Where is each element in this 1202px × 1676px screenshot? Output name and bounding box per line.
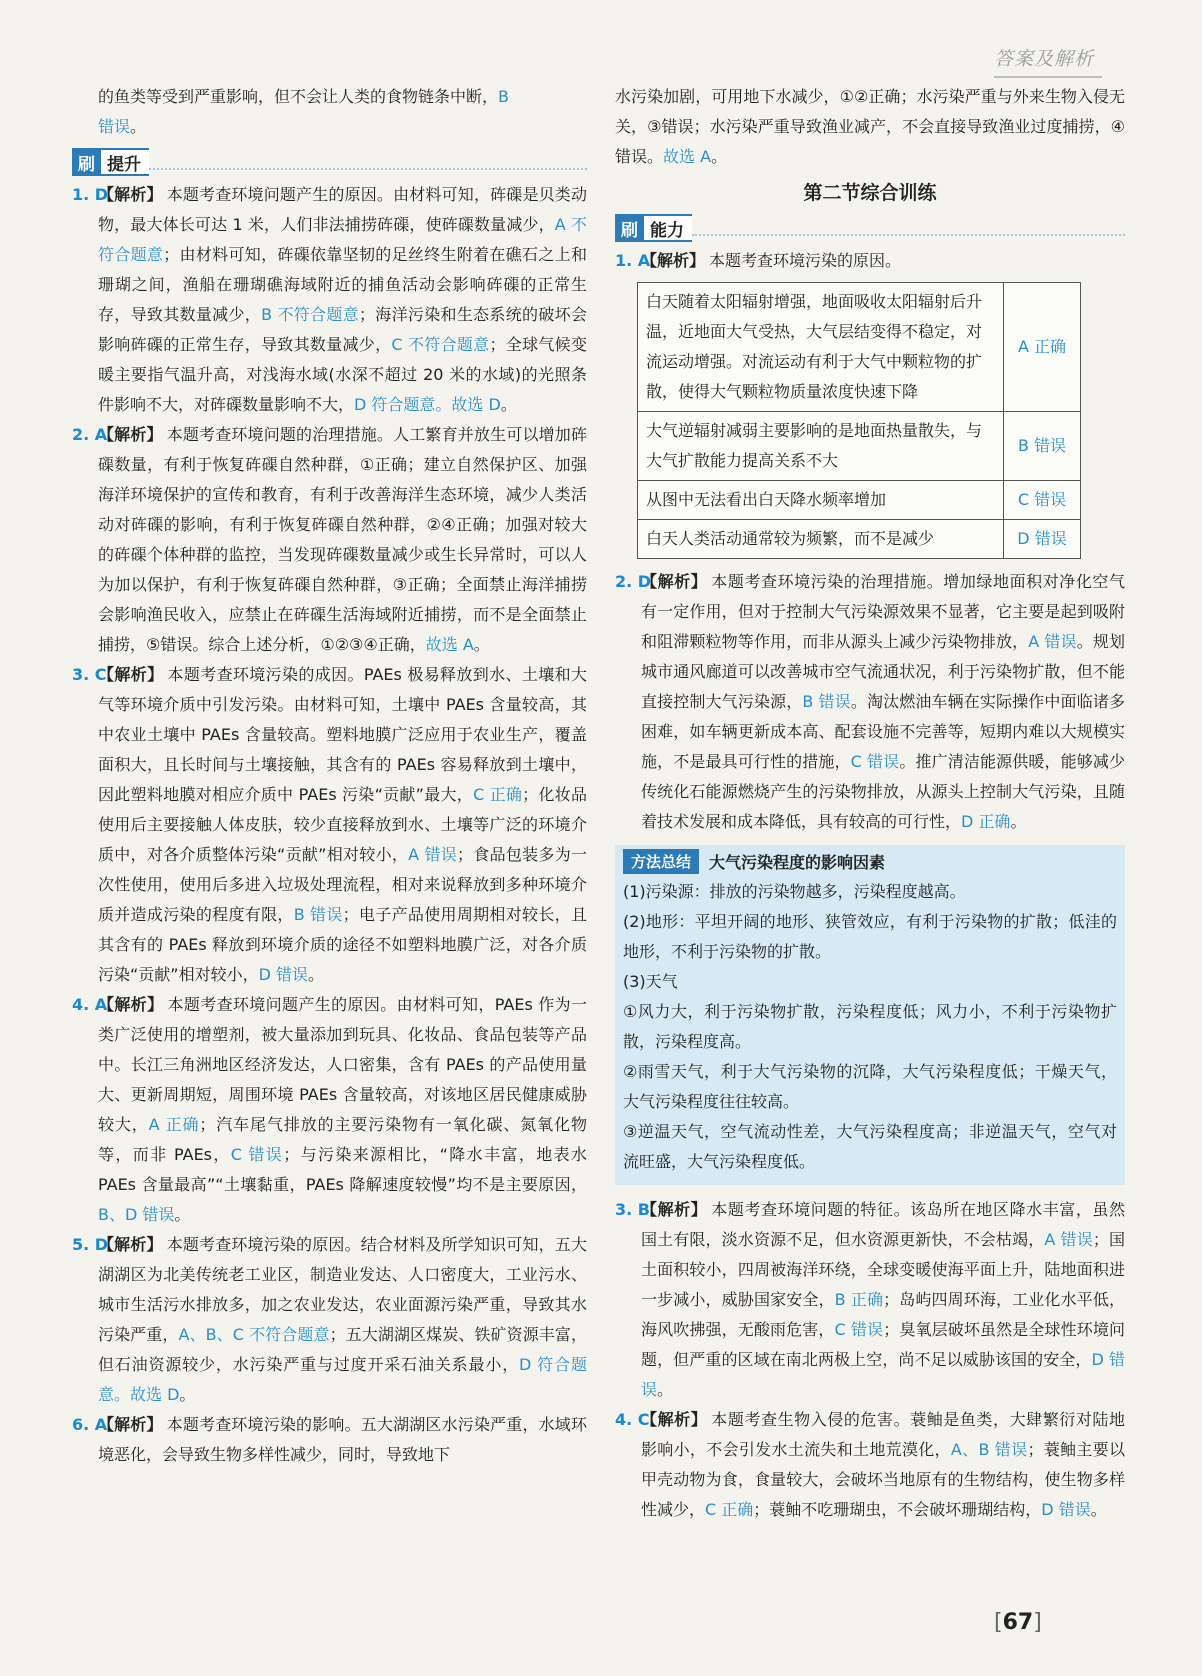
analysis-row <box>638 412 1081 481</box>
answer-highlight: B、D 错误 <box>98 1205 175 1224</box>
analysis-row <box>638 481 1081 520</box>
method-line: (1)污染源：排放的污染物越多，污染程度越高。 <box>623 882 966 901</box>
page-number <box>994 1610 1042 1635</box>
answer-highlight: 故选 A <box>425 635 474 654</box>
method-line: (2)地形：平坦开阔的地形、狭管效应，有利于污染物的扩散；低洼的地形，不利于污染物的扩散。 <box>623 912 1117 961</box>
text-run: 。 <box>308 965 325 984</box>
text-run: ；国土面积较小，四周被海洋环绕，全球变暖使海平面上升，陆地面积进一步减小，威胁国家安全， <box>641 1230 1125 1309</box>
question-text <box>98 1235 587 1404</box>
text-run: 本题考查环境污染的成因。PAEs 极易释放到水、土壤和大气等环境介质中引发污染。由材料可知，土壤中 PAEs 含量较高，其中农业土壤中 PAEs 含量较高。塑料地膜广泛应用于农业生产，覆盖面积大，且长时间与土壤接触，其含有的 PAEs 容易释放到土壤中，因此塑料地膜对相应介质中 PAEs 污染“贡献”最大， <box>98 665 587 804</box>
question-number: 3. B <box>615 1200 650 1219</box>
analysis-tag: 【解析】 <box>641 251 706 270</box>
text-run: 本题考查生物入侵的危害。蓑鲉是鱼类，大肆繁衍对陆地影响小，不会引发水土流失和土地荒漠化， <box>641 1410 1125 1459</box>
question-text <box>98 995 587 1224</box>
text-run: 。 <box>711 147 728 166</box>
answer-highlight: D 符合题意。故选 D <box>98 1355 587 1404</box>
section-badge-icon: 刷 <box>72 148 101 176</box>
right-column <box>615 82 1125 1525</box>
question-text <box>641 1410 1125 1519</box>
answer-highlight: B 错误 <box>293 905 343 924</box>
method-line: ②雨雪天气，利于大气污染物的沉降，大气污染程度低；干燥天气，大气污染程度往往较高。 <box>623 1062 1117 1111</box>
left-intro <box>72 82 587 142</box>
answer-highlight: A 错误 <box>1044 1230 1093 1249</box>
answer-highlight: A 错误 <box>1028 632 1077 651</box>
text-run: 的鱼类等受到严重影响，但不会让人类的食物链条中断， <box>98 87 499 106</box>
text-run: ；岛屿四周环海，工业化水平低，海风吹拂强，无酸雨危害， <box>641 1290 1125 1339</box>
text-run: 。规划城市通风廊道可以改善城市空气流通状况，利于污染物扩散，但不能直接控制大气污染源， <box>641 632 1125 711</box>
question-text <box>98 425 587 654</box>
question-number: 5. D <box>72 1235 109 1254</box>
text-run: ；由材料可知，砗磲依靠坚韧的足丝终生附着在礁石之上和珊瑚之间，渔船在珊瑚礁海域附近的捕鱼活动会影响砗磲的正常生存，导致其数量减少， <box>98 245 587 324</box>
answer-highlight: D 符合题意。故选 D <box>354 395 501 414</box>
answer-highlight: 故选 A <box>663 147 712 166</box>
answer-highlight: D 错误 <box>1041 1500 1091 1519</box>
answer-highlight: A、B、C 不符合题意 <box>178 1325 330 1344</box>
question-item <box>615 246 1125 276</box>
answer-highlight: C 不符合题意 <box>391 335 490 354</box>
text-run: ；蓑鲉不吃珊瑚虫，不会破坏珊瑚结构， <box>753 1500 1042 1519</box>
question-item <box>615 567 1125 837</box>
answer-highlight: D 错误 <box>258 965 309 984</box>
analysis-tag: 【解析】 <box>98 1415 163 1434</box>
question-text <box>98 1415 587 1464</box>
text-run: 。 <box>179 1385 196 1404</box>
text-run: ；电子产品使用周期相对较长，且其含有的 PAEs 释放到环境介质的途径不如塑料地膜广泛，对各介质污染“贡献”相对较小， <box>98 905 587 984</box>
analysis-verdict: D 错误 <box>1004 520 1081 559</box>
analysis-tag: 【解析】 <box>98 995 164 1014</box>
answer-highlight: 错误 <box>98 117 131 136</box>
text-run: ；食品包装多为一次性使用，使用后多进入垃圾处理流程，相对来说释放到多种环境介质并造成污染的程度有限， <box>98 845 587 924</box>
analysis-tag: 【解析】 <box>98 1235 163 1254</box>
text-run: ；蓑鲉主要以甲壳动物为食，食量较大，会破坏当地原有的生物结构，使生物多样性减少， <box>641 1440 1125 1519</box>
text-run: 。 <box>1090 1500 1107 1519</box>
analysis-tag: 【解析】 <box>641 572 708 591</box>
answer-highlight: B 错误 <box>802 692 851 711</box>
text-run: 本题考查环境问题产生的原因。由材料可知，砗磲是贝类动物，最大体长可达 1 米，人们非法捕捞砗磲，使砗磲数量减少， <box>98 185 587 234</box>
analysis-tag: 【解析】 <box>641 1410 708 1429</box>
text-run: 本题考查环境污染的原因。结合材料及所学知识可知，五大湖湖区为北美传统老工业区，制造业发达、人口密度大，工业污水、城市生活污水排放多，加之农业发达，农业面源污染严重，导致其水污染严重， <box>98 1235 587 1344</box>
analysis-reason: 白天人类活动通常较为频繁，而不是减少 <box>638 520 1004 559</box>
question-number: 2. D <box>615 572 652 591</box>
right-continuation <box>615 82 1125 172</box>
question-item <box>72 1410 587 1470</box>
answer-highlight: A、B 错误 <box>950 1440 1028 1459</box>
section-badge-nengli <box>615 214 1125 242</box>
text-run: ；与污染来源相比，“降水丰富，地表水 PAEs 含量最高”“土壤黏重，PAEs 降解速度较慢”均不是主要原因， <box>98 1145 587 1194</box>
left-question-list <box>72 180 587 1470</box>
method-summary-header <box>623 845 1117 877</box>
answer-highlight: B 正确 <box>834 1290 884 1309</box>
question-number: 1. D <box>72 185 109 204</box>
section-badge-label: 能力 <box>644 214 692 242</box>
answer-highlight: A 正确 <box>148 1115 200 1134</box>
answer-highlight: C 错误 <box>230 1145 284 1164</box>
answer-highlight: D 正确 <box>961 812 1011 831</box>
text-run: ；汽车尾气排放的主要污染物有一氧化碳、氮氧化物等，而非 PAEs， <box>98 1115 587 1164</box>
text-run: 本题考查环境污染的治理措施。增加绿地面积对净化空气有一定作用，但对于控制大气污染源效果不显著，它主要是起到吸附和阻滞颗粒物等作用，而非从源头上减少污染物排放， <box>641 572 1125 651</box>
answer-highlight: A 不符合题意 <box>98 215 587 264</box>
section-badge-label: 提升 <box>101 148 149 176</box>
text-run: 水污染加剧，可用地下水减少，①②正确；水污染严重与外来生物入侵无关，③错误；水污染严重导致渔业减产，不会直接导致渔业过度捕捞，④错误。 <box>615 87 1125 166</box>
question-item <box>615 1405 1125 1525</box>
analysis-row <box>638 283 1081 412</box>
text-run: ；臭氧层破坏虽然是全球性环境问题，但严重的区域在南北两极上空，尚不足以威胁该国的安全， <box>641 1320 1125 1369</box>
answer-highlight: A 错误 <box>408 845 458 864</box>
method-summary-tag: 方法总结 <box>623 849 699 874</box>
question-number: 2. A <box>72 425 108 444</box>
question-number: 4. C <box>615 1410 650 1429</box>
text-run: ；海洋污染和生态系统的破坏会影响砗磲的正常生存，导致其数量减少， <box>98 305 587 354</box>
question-item <box>72 180 587 420</box>
text-run: 。 <box>473 635 490 654</box>
question-text <box>641 572 1125 831</box>
question-number: 6. A <box>72 1415 108 1434</box>
text-run: 。 <box>500 395 517 414</box>
text-run: 本题考查环境问题的治理措施。人工繁育并放生可以增加砗磲数量，有利于恢复砗磲自然种群，①正确；建立自然保护区、加强海洋环境保护的宣传和教育，有利于改善海洋生态环境，减少人类活动对砗磲的影响，有利于恢复砗磲自然种群，②④正确；加强对较大的砗磲个体种群的监控，当发现砗磲数量减少或生长异常时，可以人为加以保护，有利于恢复砗磲自然种群，③正确；全面禁止海洋捕捞会影响渔民收入，应禁止在砗磲生活海域附近捕捞，而不是全面禁止捕捞，⑤错误。综合上述分析，①②③④正确， <box>98 425 587 654</box>
answer-highlight: C 正确 <box>473 785 523 804</box>
method-line: ①风力大，利于污染物扩散，污染程度低；风力小，不利于污染物扩散，污染程度高。 <box>623 1002 1117 1051</box>
text-run: 。 <box>130 117 147 136</box>
analysis-verdict: B 错误 <box>1004 412 1081 481</box>
text-run: ；全球气候变暖主要指气温升高，对浅海水域(水深不超过 20 米的水域)的光照条件影响不大，对砗磲数量影响不大， <box>98 335 587 414</box>
question-item <box>72 1230 587 1410</box>
answer-highlight: C 错误 <box>834 1320 884 1339</box>
answer-highlight: C 正确 <box>705 1500 754 1519</box>
section-badge-tisheng <box>72 148 587 176</box>
section-rule <box>692 214 1125 236</box>
analysis-verdict: C 错误 <box>1004 481 1081 520</box>
question-text <box>98 185 587 414</box>
answer-highlight: B <box>498 87 509 106</box>
analysis-tag: 【解析】 <box>641 1200 708 1219</box>
analysis-reason: 从图中无法看出白天降水频率增加 <box>638 481 1004 520</box>
text-run: 。 <box>657 1380 674 1399</box>
method-line: (3)天气 <box>623 972 678 991</box>
text-run: 本题考查环境污染的影响。五大湖湖区水污染严重，水域环境恶化，会导致生物多样性减少，同时，导致地下 <box>98 1415 587 1464</box>
header-rule <box>994 76 1102 78</box>
text-run: ；化妆品使用后主要接触人体皮肤，较少直接释放到水、土壤等广泛的环境介质中，对各介质整体污染“贡献”相对较小， <box>98 785 587 864</box>
analysis-tag: 【解析】 <box>98 185 163 204</box>
method-summary-lines <box>623 877 1117 1177</box>
text-run: 。推广清洁能源供暖，能够减少传统化石能源燃烧产生的污染物排放，从源头上控制大气污染，且随着技术发展和成本降低，具有较高的可行性， <box>641 752 1125 831</box>
page-number-bracket-right: ] <box>1033 1610 1042 1635</box>
question-text <box>641 1200 1125 1399</box>
question-number: 1. A <box>615 251 651 270</box>
question-item <box>72 660 587 990</box>
text-run: 。淘汰燃油车辆在实际操作中面临诸多困难，如车辆更新成本高、配套设施不完善等，短期内难以大规模实施，不是最具可行性的措施， <box>641 692 1125 771</box>
left-column <box>72 82 587 1470</box>
analysis-reason: 白天随着太阳辐射增强，地面吸收太阳辐射后升温，近地面大气受热，大气层结变得不稳定，对流运动增强。对流运动有利于大气中颗粒物的扩散，使得大气颗粒物质量浓度快速下降 <box>638 283 1004 412</box>
method-summary-title: 大气污染程度的影响因素 <box>709 852 886 872</box>
question-item <box>72 990 587 1230</box>
page-number-bracket-left: [ <box>994 1610 1003 1635</box>
text-run: ；五大湖湖区煤炭、铁矿资源丰富，但石油资源较少，水污染严重与过度开采石油关系最小， <box>98 1325 587 1374</box>
section-rule <box>149 148 587 170</box>
analysis-verdict: A 正确 <box>1004 283 1081 412</box>
question-text <box>641 251 901 270</box>
answer-highlight: D 错误 <box>641 1350 1125 1399</box>
analysis-tag: 【解析】 <box>98 665 164 684</box>
question-text <box>98 665 587 984</box>
question-number: 3. C <box>72 665 107 684</box>
method-summary-box <box>615 845 1125 1185</box>
analysis-reason: 大气逆辐射减弱主要影响的是地面热量散失，与大气扩散能力提高关系不大 <box>638 412 1004 481</box>
analysis-table <box>637 282 1081 559</box>
question-item <box>615 1195 1125 1405</box>
text-run: 本题考查环境问题的特征。该岛所在地区降水丰富，虽然国土有限，淡水资源不足，但水资源更新快，不会枯竭， <box>641 1200 1125 1249</box>
method-line: ③逆温天气，空气流动性差，大气污染程度高；非逆温天气，空气对流旺盛，大气污染程度低。 <box>623 1122 1117 1171</box>
page-number-value: 67 <box>1002 1610 1034 1635</box>
question-item <box>72 420 587 660</box>
text-run: 。 <box>1010 812 1027 831</box>
question-number: 4. A <box>72 995 108 1014</box>
section-title: 第二节综合训练 <box>803 182 937 204</box>
text-run: 本题考查环境污染的原因。 <box>709 251 902 270</box>
page-header-title: 答案及解析 <box>994 48 1095 70</box>
analysis-row <box>638 520 1081 559</box>
analysis-tag: 【解析】 <box>98 425 163 444</box>
text-run: 。 <box>174 1205 191 1224</box>
section-badge-icon: 刷 <box>615 214 644 242</box>
text-run: 本题考查环境问题产生的原因。由材料可知，PAEs 作为一类广泛使用的增塑剂，被大量添加到玩具、化妆品、食品包装等产品中。长江三角洲地区经济发达，人口密集，含有 PAEs 的产品使用量大、更新周期短，周围环境 PAEs 含量较高，对该地区居民健康威胁较大， <box>98 995 587 1134</box>
answer-highlight: C 错误 <box>850 752 900 771</box>
answer-highlight: B 不符合题意 <box>261 305 359 324</box>
